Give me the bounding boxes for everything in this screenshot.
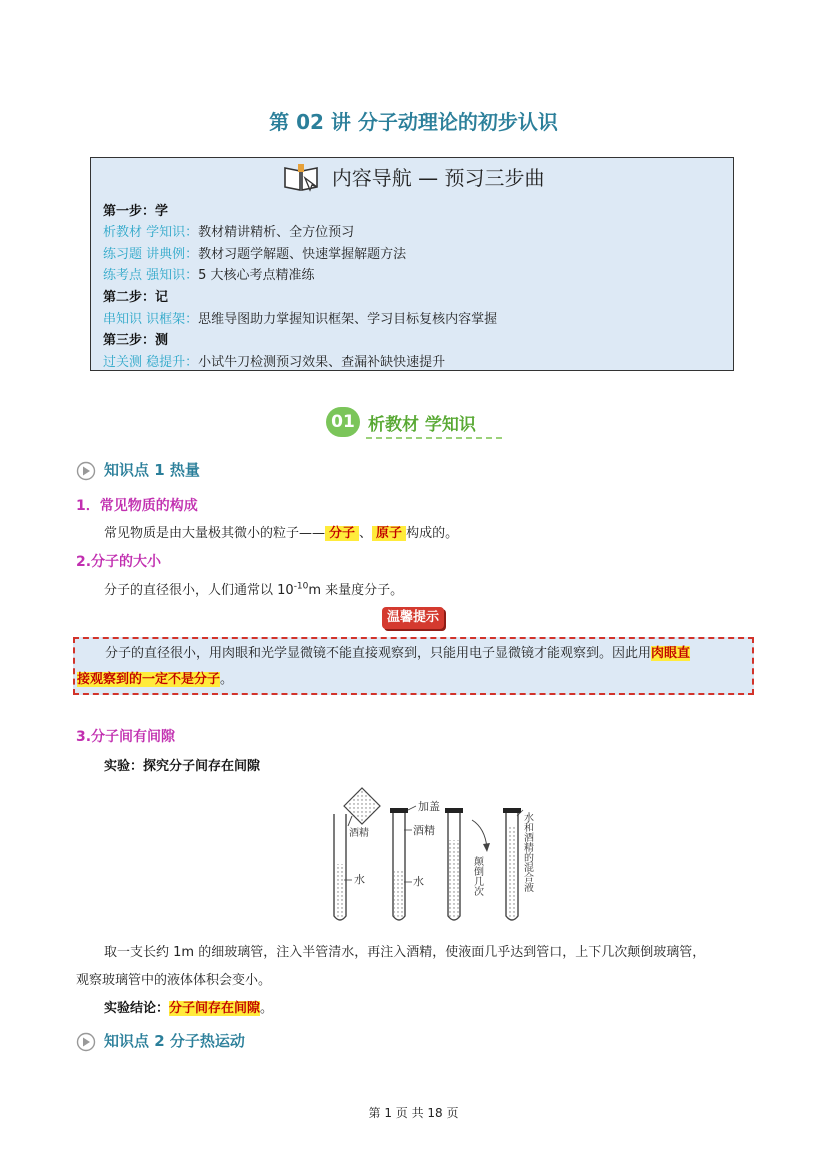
text: 构成的。 <box>406 526 459 541</box>
section-label: 析教材 学知识 <box>368 415 476 435</box>
label-mixture-text: 水和酒精的混合液 <box>521 812 533 892</box>
nav-item-5-desc: 小试牛刀检测预习效果、查漏补缺快速提升 <box>198 355 446 370</box>
text: 、 <box>359 526 373 541</box>
highlight-molecule: 分子 <box>325 526 359 541</box>
knowledge-point-2-label: 知识点 2 分子热运动 <box>104 1032 245 1050</box>
nav-item-3-key: 练考点 强知识： <box>103 268 199 283</box>
text: m 来量度分子。 <box>308 583 404 598</box>
book-icon <box>281 162 321 197</box>
label-mixture <box>522 811 534 893</box>
label-flip-text: 颠倒几次 <box>471 856 483 896</box>
heading-gap: 3.分子间有间隙 <box>76 729 176 745</box>
highlight-atom: 原子 <box>372 526 406 541</box>
knowledge-point-1 <box>76 459 200 481</box>
nav-item-5 <box>103 351 445 370</box>
play-arrow-icon <box>76 461 96 481</box>
para-experiment-line-1: 取一支长约 1m 的细玻璃管，注入半管清水，再注入酒精，使液面几乎达到管口，上下几次颠倒玻璃管， <box>104 945 706 960</box>
step-2: 第二步：记 <box>103 290 169 305</box>
para-composition <box>104 522 458 541</box>
heading-composition: 1．常见物质的构成 <box>76 498 198 514</box>
para-experiment-line-2: 观察玻璃管中的液体体积会变小。 <box>76 973 272 988</box>
nav-heading <box>91 162 735 197</box>
play-arrow-icon <box>76 1032 96 1052</box>
nav-item-1-key: 析教材 学知识： <box>103 225 199 240</box>
content-navigation-box <box>90 157 734 371</box>
text: 分子的直径很小，人们通常以 10 <box>104 583 294 598</box>
label-water-2: 水 <box>413 875 424 888</box>
step-3: 第三步：测 <box>103 333 169 348</box>
tip-line-2 <box>77 668 233 687</box>
nav-item-4 <box>103 308 497 327</box>
section-heading <box>326 407 506 443</box>
conclusion <box>104 997 273 1016</box>
conclusion-label: 实验结论： <box>104 1001 170 1016</box>
knowledge-point-1-label: 知识点 1 热量 <box>104 461 200 479</box>
nav-item-4-desc: 思维导图助力掌握知识框架、学习目标复核内容掌握 <box>198 312 498 327</box>
nav-item-2 <box>103 243 406 262</box>
nav-item-2-key: 练习题 讲典例： <box>103 247 199 262</box>
para-size <box>104 579 403 598</box>
nav-item-5-key: 过关测 稳提升： <box>103 355 199 370</box>
experiment-figure <box>320 786 540 926</box>
label-alcohol-1: 酒精 <box>349 828 369 839</box>
label-lid: 加盖 <box>418 800 440 813</box>
section-number-badge: 01 <box>326 407 360 437</box>
tip-badge: 温馨提示 <box>382 607 444 629</box>
nav-item-1-desc: 教材精讲精析、全方位预习 <box>198 225 355 240</box>
page-footer: 第 1 页 共 18 页 <box>368 1106 459 1120</box>
text: 常见物质是由大量极其微小的粒子—— <box>104 526 326 541</box>
step-1: 第一步：学 <box>103 204 169 219</box>
exponent: -10 <box>293 581 309 592</box>
knowledge-point-2 <box>76 1030 245 1052</box>
conclusion-highlight: 分子间存在间隙 <box>169 1001 261 1016</box>
text: 分子的直径很小，用肉眼和光学显微镜不能直接观察到，只能用电子显微镜才能观察到。因此用 <box>105 646 652 661</box>
nav-item-1 <box>103 221 354 240</box>
nav-item-4-key: 串知识 识框架： <box>103 312 199 327</box>
page-title: 第 02 讲 分子动理论的初步认识 <box>269 110 558 134</box>
nav-item-3-desc: 5 大核心考点精准练 <box>198 268 315 283</box>
tip-line-1 <box>105 642 690 661</box>
label-water-1: 水 <box>354 873 365 886</box>
experiment-title: 实验：探究分子间存在间隙 <box>104 759 261 774</box>
section-underline <box>366 437 502 439</box>
text: 。 <box>260 1001 274 1016</box>
heading-size: 2.分子的大小 <box>76 554 162 570</box>
nav-heading-text: 内容导航 — 预习三步曲 <box>331 166 545 190</box>
nav-item-3 <box>103 264 315 283</box>
label-alcohol-2: 酒精 <box>413 824 435 837</box>
tip-highlight: 肉眼直 <box>651 646 691 661</box>
tip-box <box>73 637 754 695</box>
label-flip <box>472 855 484 897</box>
tip-highlight: 接观察到的一定不是分子 <box>77 672 221 687</box>
nav-item-2-desc: 教材习题学解题、快速掌握解题方法 <box>198 247 407 262</box>
text: 。 <box>220 672 234 687</box>
